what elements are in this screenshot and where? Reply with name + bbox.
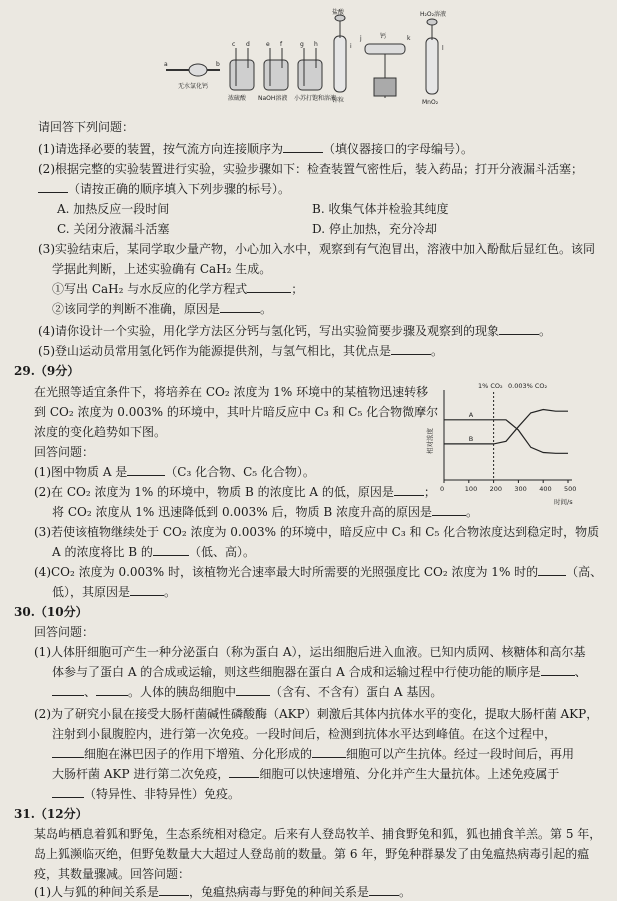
q30-1b: 体参与了蛋白 A 的合成或运输，则这些细胞器在蛋白 A 合成和运输过程中行使功能的顺序是 、 — [52, 665, 587, 679]
x-tick-label: 400 — [539, 485, 552, 493]
answer-blank[interactable] — [229, 765, 259, 778]
q29-3b-text: A 的浓度将比 B 的 — [52, 545, 153, 559]
q28-3d: ②该同学的判断不准确，原因是 。 — [52, 302, 273, 316]
svg-text:无水氯化钙: 无水氯化钙 — [178, 83, 209, 90]
q31-1: (1)人与狐的种间关系是 ，兔瘟热病毒与野兔的种间关系是 。 — [34, 885, 412, 899]
q28-3b: 学据此判断，上述实验确有 CaH₂ 生成。 — [52, 262, 272, 276]
svg-text:浓硫酸: 浓硫酸 — [228, 95, 247, 102]
wash-bottle-2 — [258, 41, 288, 102]
svg-text:e: e — [266, 41, 270, 48]
q29-4b-text: 低），其原因是 — [52, 585, 131, 599]
q29-3b-tail: （低、高）。 — [188, 545, 255, 559]
svg-text:盐酸: 盐酸 — [332, 9, 345, 16]
q28-2b — [38, 180, 290, 198]
q29-p1: 在光照等适宜条件下，将培养在 CO₂ 浓度为 1% 环境中的某植物迅速转移 — [34, 385, 429, 399]
answer-blank[interactable] — [391, 342, 431, 355]
wash-bottle-3 — [294, 41, 336, 102]
x-tick-label: 100 — [464, 485, 478, 493]
x-tick-label: 500 — [564, 485, 577, 493]
q29-2b: 将 CO₂ 浓度从 1% 迅速降低到 0.003% 后，物质 B 浓度升高的原因是 。 — [52, 505, 478, 519]
oxygen-generator — [420, 10, 446, 106]
q28-3a: (3)实验结束后，某同学取少量产物，小心加入水中，观察到有气泡冒出，溶液中加入酚酞后显红色。该同 — [38, 242, 596, 256]
answer-blank[interactable] — [153, 543, 189, 556]
heating-tube — [359, 32, 411, 98]
q29-1-text: (1)图中物质 A 是 — [34, 465, 128, 479]
q28-1-tail: （填仪器接口的字母编号）。 — [323, 142, 474, 156]
series-a-line — [444, 420, 568, 454]
q28-3c: ①写出 CaH₂ 与水反应的化学方程式 ； — [52, 282, 304, 296]
answer-blank[interactable] — [283, 140, 323, 153]
svg-text:MnO₂: MnO₂ — [422, 99, 439, 106]
q29-number: 29.（9分） — [14, 364, 80, 378]
concentration-chart — [422, 380, 577, 508]
q29-4b: 低），其原因是 。 — [52, 585, 177, 599]
answer-blank[interactable] — [247, 280, 291, 293]
q30-2e — [52, 785, 240, 803]
answer-blank[interactable] — [369, 883, 399, 896]
q28-2b-text: （请按正确的顺序填入下列步骤的标号）。 — [68, 182, 291, 196]
q29-4-tail: （高、 — [566, 565, 603, 579]
q30-2e-text: （特异性、非特异性）免疫。 — [84, 787, 241, 801]
answer-blank[interactable] — [52, 745, 84, 758]
svg-text:钙: 钙 — [380, 33, 387, 40]
chart-xlabel: 时间/s — [554, 498, 573, 506]
q30-1c-text: 人体的胰岛细胞中 — [140, 685, 237, 699]
wash-bottle-1 — [228, 41, 254, 102]
answer-blank[interactable] — [130, 583, 164, 596]
q29-p3: 浓度的变化趋势如下图。 — [34, 425, 167, 439]
q31-1-mid: ，兔瘟热病毒与野兔的种间关系是 — [189, 885, 370, 899]
q30-p: 回答问题： — [34, 625, 95, 639]
q30-2c — [52, 745, 574, 763]
q28-5-text: (5)登山运动员常用氢化钙作为能源提供剂，与氢气相比，其优点是 — [38, 344, 392, 358]
q28-intro: 请回答下列问题： — [38, 120, 135, 134]
q31-p3: 疫，其数量骤减。回答问题： — [34, 867, 191, 881]
apparatus-diagram — [160, 8, 460, 118]
q28-4-text: (4)请你设计一个实验，用化学方法区分钙与氢化钙，写出实验简要步骤及观察到的现象 — [38, 324, 500, 338]
q28-2a: (2)根据完整的实验装置进行实验，实验步骤如下：检查装置气密性后，装入药品；打开分液漏斗活塞； — [38, 162, 584, 176]
q30-2d-text: 大肠杆菌 AKP 进行第二次免疫， — [52, 767, 230, 781]
drying-tube — [164, 61, 220, 90]
q30-2a: (2)为了研究小鼠在接受大肠杆菌碱性磷酸酶（AKP）刺激后其体内抗体水平的变化，提取大肠杆菌 AKP， — [34, 707, 599, 721]
q29-2-text: (2)在 CO₂ 浓度为 1% 的环境中，物质 B 的浓度比 A 的低，原因是 — [34, 485, 394, 499]
q31-p2: 岛上狐濒临灭绝，但野兔数量大大超过人登岛前的数量。第 6 年，野兔种群暴发了由兔瘟热病毒引起的瘟 — [34, 847, 590, 861]
svg-text:j: j — [360, 35, 362, 42]
option-b: B. 收集气体并检验其纯度 — [312, 202, 449, 216]
svg-text:g: g — [300, 41, 304, 48]
q30-number: 30.（10分） — [14, 605, 88, 619]
answer-blank[interactable] — [52, 683, 84, 696]
q29-4 — [34, 563, 602, 581]
q31-p1: 某岛屿栖息着狐和野兔，生态系统相对稳定。后来有人登岛牧羊、捕食野兔和狐，狐也捕食羊羔。第 5 年， — [34, 827, 602, 841]
svg-text:锌粒: 锌粒 — [332, 97, 345, 104]
q30-2d-tail: 细胞可以快速增殖、分化并产生大量抗体。上述免疫属于 — [259, 767, 560, 781]
answer-blank[interactable] — [538, 563, 566, 576]
option-a: A. 加热反应一段时间 — [57, 202, 170, 216]
q28-3c-text: ①写出 CaH₂ 与水反应的化学方程式 — [52, 282, 248, 296]
q30-1c: 、 。人体的胰岛细胞中 （含有、不含有）蛋白 A 基因。 — [52, 683, 442, 701]
chart-ylabel: 相对浓度 — [426, 428, 434, 454]
q28-1-text: (1)请选择必要的装置，按气流方向连接顺序为 — [38, 142, 283, 156]
x-tick-label: 300 — [514, 485, 527, 493]
q30-1b-text: 体参与了蛋白 A 的合成或运输，则这些细胞器在蛋白 A 合成和运输过程中行使功能的顺序是 — [52, 665, 541, 679]
q28-5: (5)登山运动员常用氢化钙作为能源提供剂，与氢气相比，其优点是 。 — [38, 344, 444, 358]
phase-label-2: 0.003% CO₂ — [508, 382, 548, 390]
generator-tube — [332, 8, 352, 104]
answer-blank[interactable] — [541, 663, 575, 676]
answer-blank[interactable] — [127, 463, 165, 476]
q31-1-text: (1)人与狐的种间关系是 — [34, 885, 159, 899]
q31-number: 31.（12分） — [14, 807, 88, 821]
answer-blank[interactable] — [52, 785, 84, 798]
x-tick-label: 200 — [489, 485, 503, 493]
svg-text:f: f — [280, 41, 283, 48]
svg-text:H₂O₂溶液: H₂O₂溶液 — [420, 11, 447, 18]
q30-2c-text: 细胞在淋巴因子的作用下增殖、分化形成的 — [84, 747, 313, 761]
q29-1-tail: （C₃ 化合物、C₅ 化合物）。 — [165, 465, 315, 479]
option-d: D. 停止加热，充分冷却 — [312, 222, 437, 236]
answer-blank[interactable] — [499, 322, 539, 335]
q28-4: (4)请你设计一个实验，用化学方法区分钙与氢化钙，写出实验简要步骤及观察到的现象 。 — [38, 324, 552, 338]
answer-blank[interactable] — [159, 883, 189, 896]
phase-label-1: 1% CO₂ — [478, 382, 503, 390]
svg-text:i: i — [350, 43, 352, 50]
svg-text:小苏打饱和溶液: 小苏打饱和溶液 — [294, 95, 337, 102]
svg-text:d: d — [246, 41, 250, 48]
answer-blank[interactable] — [236, 683, 270, 696]
q29-3: (3)若使该植物继续处于 CO₂ 浓度为 0.003% 的环境中，暗反应中 C₃ 和 C₅ 化合物浓度达到稳定时，物质 — [34, 525, 600, 539]
q29-4-text: (4)CO₂ 浓度为 0.003% 时，该植物光合速率最大时所需要的光照强度比 CO₂ 浓度为 1% 时的 — [34, 565, 539, 579]
svg-text:k: k — [407, 35, 411, 42]
answer-blank[interactable] — [394, 483, 424, 496]
q29-1 — [34, 463, 315, 481]
q30-2b: 注射到小鼠腹腔内，进行第一次免疫。一段时间后，检测到抗体水平达到峰值。在这个过程中， — [52, 727, 557, 741]
svg-text:b: b — [216, 61, 220, 68]
option-c: C. 关闭分液漏斗活塞 — [57, 222, 170, 236]
svg-text:c: c — [232, 41, 236, 48]
q29-p4: 回答问题： — [34, 445, 95, 459]
series-b-label: B — [468, 434, 474, 443]
q30-1c-tail: （含有、不含有）蛋白 A 基因。 — [270, 685, 443, 699]
svg-text:l: l — [442, 45, 444, 52]
series-b-line — [444, 410, 568, 444]
q30-2c-tail: 细胞可以产生抗体。经过一段时间后，再用 — [346, 747, 575, 761]
svg-text:a: a — [164, 61, 168, 68]
q28-1 — [38, 140, 473, 158]
answer-blank[interactable] — [38, 180, 68, 193]
q29-p2: 到 CO₂ 浓度为 0.003% 的环境中，其叶片暗反应中 C₃ 和 C₅ 化合物微摩尔 — [34, 405, 439, 419]
series-a-label: A — [468, 410, 474, 419]
q29-2: (2)在 CO₂ 浓度为 1% 的环境中，物质 B 的浓度比 A 的低，原因是 ； — [34, 485, 436, 499]
q29-2b-text: 将 CO₂ 浓度从 1% 迅速降低到 0.003% 后，物质 B 浓度升高的原因是 — [52, 505, 432, 519]
q28-3d-text: ②该同学的判断不准确，原因是 — [52, 302, 221, 316]
answer-blank[interactable] — [312, 745, 346, 758]
answer-blank[interactable] — [220, 300, 260, 313]
x-tick-label: 0 — [440, 485, 445, 493]
q29-3b — [52, 543, 255, 561]
q30-1a: (1)人体肝细胞可产生一种分泌蛋白（称为蛋白 A），运出细胞后进入血液。已知内质网、核糖体和高尔基 — [34, 645, 586, 659]
answer-blank[interactable] — [96, 683, 128, 696]
svg-text:h: h — [314, 41, 318, 48]
q30-2d — [52, 765, 559, 783]
svg-text:NaOH溶液: NaOH溶液 — [258, 95, 288, 102]
